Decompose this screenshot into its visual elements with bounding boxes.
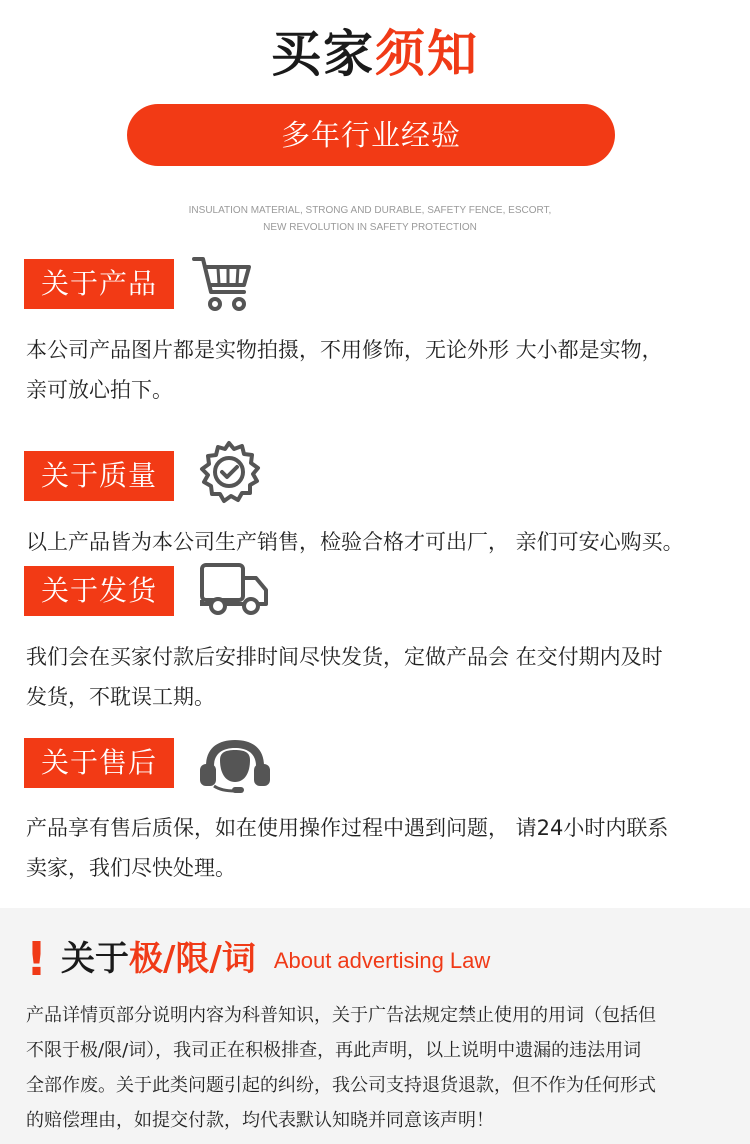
section-after-sales-line-2: 卖家，我们尽快处理。: [26, 856, 236, 880]
shopping-cart-icon: [192, 254, 254, 318]
law-line-3: 全部作废。关于此类问题引起的纠纷，我公司支持退货退款，但不作为任何形式: [26, 1075, 656, 1096]
english-tagline-line-1: INSULATION MATERIAL, STRONG AND DURABLE, SAFETY FENCE, ESCORT,: [188, 205, 552, 216]
section-text-delivery: [26, 637, 746, 717]
law-title-red: 极/限/词: [128, 939, 256, 979]
law-line-4: 的赔偿理由，如提交付款，均代表默认知晓并同意该声明！: [26, 1110, 494, 1131]
advertising-law-heading: [26, 928, 490, 984]
english-tagline-line-2: NEW REVOLUTION IN SAFETY PROTECTION: [263, 222, 477, 233]
section-delivery-line-1: 我们会在买家付款后安排时间尽快发货，定做产品会 在交付期内及时: [26, 645, 663, 669]
title-red-part: 须知: [375, 25, 479, 83]
law-line-1: 产品详情页部分说明内容为科普知识，关于广告法规定禁止使用的用词（包括但: [26, 1005, 656, 1026]
section-after-sales-line-1: 产品享有售后质保，如在使用操作过程中遇到问题， 请24小时内联系: [26, 816, 669, 840]
title-dark-part: 买家: [271, 25, 375, 83]
section-text-product: [26, 330, 746, 410]
section-delivery-line-2: 发货，不耽误工期。: [26, 685, 215, 709]
delivery-truck-icon: [198, 560, 272, 624]
section-product-line-1: 本公司产品图片都是实物拍摄，不用修饰，无论外形 大小都是实物，: [26, 338, 663, 362]
page-title: [0, 22, 750, 86]
section-quality-line-1: 以上产品皆为本公司生产销售，检验合格才可出厂， 亲们可安心购买。: [26, 530, 684, 554]
exclamation-icon: !: [26, 932, 47, 986]
section-product-line-2: 亲可放心拍下。: [26, 378, 173, 402]
section-tag-quality: 关于质量: [24, 451, 174, 501]
advertising-law-text: [26, 998, 738, 1138]
experience-banner: 多年行业经验: [127, 104, 615, 166]
english-tagline: [0, 202, 740, 236]
section-text-after-sales: [26, 808, 746, 888]
law-title-english: About advertising Law: [273, 948, 491, 973]
law-line-2: 不限于极/限/词），我司正在积极排查，再此声明，以上说明中遗漏的违法用词: [26, 1040, 642, 1061]
law-title-dark: 关于: [60, 939, 129, 979]
section-tag-delivery: 关于发货: [24, 566, 174, 616]
section-text-quality: [26, 522, 746, 562]
section-tag-product: 关于产品: [24, 259, 174, 309]
quality-badge-icon: [196, 440, 262, 508]
headset-icon: [198, 736, 272, 798]
section-tag-after-sales: 关于售后: [24, 738, 174, 788]
